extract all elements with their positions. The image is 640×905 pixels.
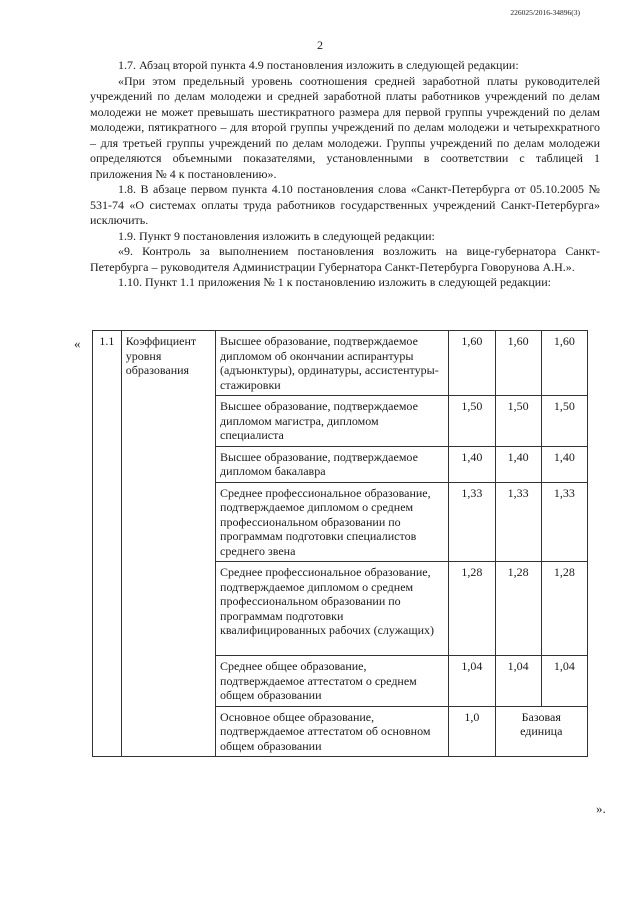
education-description: Высшее образование, подтверждаемое дипломом бакалавра: [216, 446, 449, 482]
paragraph-1-8: 1.8. В абзаце первом пункта 4.10 постановления слова «Санкт-Петербурга от 05.10.2005 № 531-74 «О системах оплаты труда работников государственных учреждений Санкт-Петербурга» исключить.: [90, 182, 600, 227]
education-description: Высшее образование, подтверждаемое дипломом магистра, дипломом специалиста: [216, 396, 449, 447]
closing-quote: ».: [596, 801, 606, 816]
paragraph-1-9: 1.9. Пункт 9 постановления изложить в следующей редакции:: [118, 228, 435, 243]
coefficient-table: [92, 330, 588, 757]
coefficient-value: 1,60: [495, 331, 541, 396]
coefficient-value: 1,40: [449, 446, 495, 482]
document-body: [90, 58, 600, 291]
table-row: [93, 331, 588, 396]
opening-quote: «: [74, 336, 81, 351]
page-number: 2: [317, 38, 323, 52]
coefficient-value: 1,28: [541, 562, 587, 656]
coefficient-value: 1,04: [449, 656, 495, 707]
coefficient-value: 1,04: [541, 656, 587, 707]
education-description: Основное общее образование, подтверждаемое аттестатом об основном общем образовании: [216, 706, 449, 757]
education-description: Среднее профессиональное образование, подтверждаемое дипломом о среднем профессиональном образовании по программам подготовки квалифицированных рабочих (служащих): [216, 562, 449, 656]
row-name-cell: Коэффициент уровня образования: [121, 331, 215, 757]
document-number: 226025/2016-34896(3): [510, 8, 580, 17]
coefficient-value: 1,33: [541, 482, 587, 562]
coefficient-value: 1,50: [449, 396, 495, 447]
coefficient-value: 1,40: [541, 446, 587, 482]
coefficient-value: 1,28: [449, 562, 495, 656]
coefficient-value: 1,33: [449, 482, 495, 562]
paragraph-1-7-quote: «При этом предельный уровень соотношения средней заработной платы руководителей учреждений по делам молодежи и средней заработной платы работников учреждений по делам молодежи не может превышать шестикратного размера для первой группы учреждений по делам молодежи, пятикратного – для второй группы учреждений по делам молодежи и четырехкратного – для третьей группы учреждений по делам молодежи. Группы учреждений по делам молодежи определяются объемными показателями, установленными в соответствии с таблицей 1 приложения № 4 к постановлению».: [90, 73, 600, 181]
paragraph-1-10: 1.10. Пункт 1.1 приложения № 1 к постановлению изложить в следующей редакции:: [118, 275, 551, 289]
coefficient-value: 1,33: [495, 482, 541, 562]
coefficient-value: 1,04: [495, 656, 541, 707]
coefficient-value: 1,50: [541, 396, 587, 447]
row-number-cell: 1.1: [93, 331, 122, 757]
paragraph-1-7: 1.7. Абзац второй пункта 4.9 постановления изложить в следующей редакции:: [118, 58, 519, 72]
coefficient-value: 1,40: [495, 446, 541, 482]
education-description: Среднее профессиональное образование, подтверждаемое дипломом о среднем профессиональном образовании по программам подготовки специалистов среднего звена: [216, 482, 449, 562]
coefficient-value: 1,28: [495, 562, 541, 656]
paragraph-1-9-quote: «9. Контроль за выполнением постановления возложить на вице-губернатора Санкт-Петербурга – руководителя Администрации Губернатора Санкт-Петербурга Говорунова А.Н.».: [90, 244, 600, 274]
education-description: Среднее общее образование, подтверждаемое аттестатом о среднем общем образовании: [216, 656, 449, 707]
coefficient-value: 1,60: [449, 331, 495, 396]
coefficient-value: 1,50: [495, 396, 541, 447]
coefficient-value: 1,0: [449, 706, 495, 757]
education-description: Высшее образование, подтверждаемое дипломом об окончании аспирантуры (адъюнктуры), ординатуры, ассистентуры-стажировки: [216, 331, 449, 396]
coefficient-value: 1,60: [541, 331, 587, 396]
base-unit-cell: Базовая единица: [495, 706, 587, 757]
